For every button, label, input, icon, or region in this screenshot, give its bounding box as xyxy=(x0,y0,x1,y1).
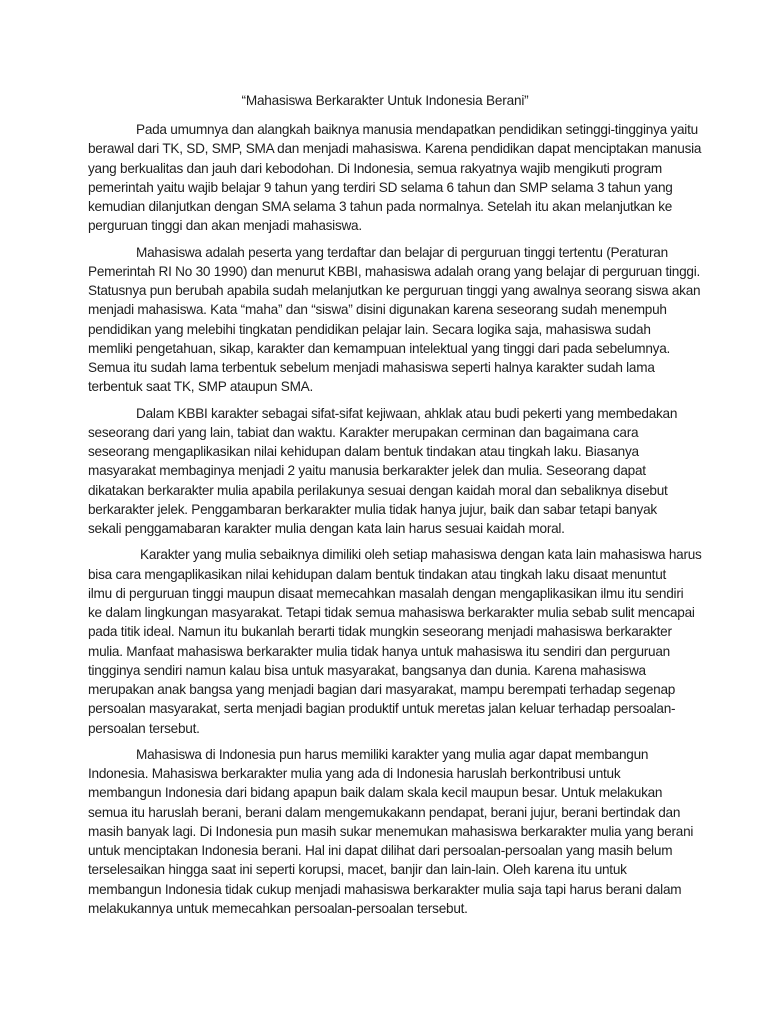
paragraph-line: masyarakat membaginya menjadi 2 yaitu manusia berkarakter jelek dan mulia. Seseorang dapat xyxy=(88,463,646,479)
paragraph-line: berkarakter jelek. Penggambaran berkarakter mulia tidak hanya jujur, baik dan sabar tetapi banyak xyxy=(88,501,657,517)
paragraph-line: berawal dari TK, SD, SMP, SMA dan menjadi mahasiswa. Karena pendidikan dapat menciptakan manusia xyxy=(88,141,702,157)
paragraph-line: Dalam KBBI karakter sebagai sifat-sifat kejiwaan, ahklak atau budi pekerti yang membedakan xyxy=(136,405,678,421)
paragraph-line: membangun Indonesia dari bidang apapun baik dalam skala kecil maupun besar. Untuk melakukan xyxy=(88,785,663,801)
paragraph-line: terselesaikan hingga saat ini seperti korupsi, macet, banjir dan lain-lain. Oleh karena itu untuk xyxy=(88,862,627,878)
paragraph-line: masih banyak lagi. Di Indonesia pun masih sukar menemukan mahasiswa berkarakter mulia yang berani xyxy=(88,823,694,839)
paragraph-line: persoalan tersebut. xyxy=(88,720,200,736)
paragraph-line: sekali penggamabaran karakter mulia dengan kata lain harus sesuai kaidah moral. xyxy=(88,521,565,536)
paragraph-line: seseorang dari yang lain, tabiat dan waktu. Karakter merupakan cerminan dan bagaimana cara xyxy=(88,424,639,440)
paragraph-line: perguruan tinggi dan akan menjadi mahasiswa. xyxy=(88,218,362,234)
paragraph-line: Pemerintah RI No 30 1990) dan menurut KBBI, mahasiswa adalah orang yang belajar di perguruan tinggi. xyxy=(88,263,701,279)
paragraph-line: kemudian dilanjutkan dengan SMA selama 3 tahun pada normalnya. Setelah itu akan melanjutkan ke xyxy=(88,199,673,214)
paragraph-line: merupakan anak bangsa yang menjadi bagian dari masyarakat, mampu berempati terhadap segenap xyxy=(88,682,676,697)
paragraph-line: seseorang mengaplikasikan nilai kehidupan dalam bentuk tindakan atau tingkah laku. Biasanya xyxy=(88,444,639,459)
paragraph-line: melakukannya untuk memecahkan persoalan-persoalan tersebut. xyxy=(88,900,468,916)
paragraph-line: ilmu di perguruan tinggi maupun disaat memecahkan masalah dengan mengaplikasikan ilmu itu sendiri xyxy=(88,585,684,601)
paragraph-line: tingginya sendiri namun kalau bisa untuk masyarakat, bangsanya dan dunia. Karena mahasiswa xyxy=(88,662,646,678)
paragraph-4 xyxy=(88,545,702,738)
paragraph-line: bisa cara mengaplikasikan nilai kehidupan dalam bentuk tindakan atau tingkah laku disaat menuntut xyxy=(88,566,667,582)
paragraph-line: Mahasiswa di Indonesia pun harus memiliki karakter yang mulia agar dapat membangun xyxy=(136,746,649,762)
paragraph-1 xyxy=(88,120,702,236)
paragraph-line: Indonesia. Mahasiswa berkarakter mulia yang ada di Indonesia haruslah berkontribusi untuk xyxy=(88,766,621,781)
paragraph-line: persoalan masyarakat, serta menjadi bagian produktif untuk meretas jalan keluar terhadap persoalan- xyxy=(88,701,676,717)
paragraph-line: memliki pengetahuan, sikap, karakter dan kemampuan intelektual yang tinggi dari pada sebelumnya. xyxy=(88,340,671,356)
paragraph-line: menjadi mahasiswa. Kata “maha” dan “siswa” disini digunakan karena seseorang sudah menempuh xyxy=(88,302,667,318)
paragraph-2 xyxy=(88,243,701,397)
paragraph-line: membangun Indonesia tidak cukup menjadi mahasiswa berkarakter mulia saja tapi harus berani dalam xyxy=(88,881,682,897)
paragraph-line: yang berkualitas dan jauh dari kebodohan. Di Indonesia, semua rakyatnya wajib mengikuti program xyxy=(88,160,662,176)
paragraph-3 xyxy=(88,404,682,539)
paragraph-line: dikatakan berkarakter mulia apabila perilakunya sesuai dengan kaidah moral dan sebaliknya disebut xyxy=(88,482,668,498)
paragraph-line: Mahasiswa adalah peserta yang terdaftar dan belajar di perguruan tinggi tertentu (Peraturan xyxy=(136,244,668,260)
paragraph-line: Pada umumnya dan alangkah baiknya manusia mendapatkan pendidikan setinggi-tingginya yaitu xyxy=(136,122,698,137)
paragraph-line: pendidikan yang melebihi tingkatan pendidikan pelajar lain. Secara logika saja, mahasiswa sudah xyxy=(88,321,651,337)
paragraph-5 xyxy=(88,745,694,918)
paragraph-line: mulia. Manfaat mahasiswa berkarakter mulia tidak hanya untuk mahasiswa itu sendiri dan perguruan xyxy=(88,643,670,659)
paragraph-line: Statusnya pun berubah apabila sudah melanjutkan ke perguruan tinggi yang awalnya seorang siswa akan xyxy=(88,283,701,298)
essay-body xyxy=(88,92,702,925)
paragraph-line: terbentuk saat TK, SMP ataupun SMA. xyxy=(88,379,313,395)
essay-title: “Mahasiswa Berkarakter Untuk Indonesia Berani” xyxy=(241,93,529,108)
paragraph-line: semua itu haruslah berani, berani dalam mengemukakann pendapat, berani jujur, berani bertindak dan xyxy=(88,804,681,820)
paragraph-line: untuk menciptakan Indonesia berani. Hal ini dapat dilihat dari persoalan-persoalan yang masih belum xyxy=(88,843,673,858)
paragraph-line: pada titik ideal. Namun itu bukanlah berarti tidak mungkin seseorang menjadi mahasiswa berkarakter xyxy=(88,624,672,640)
paragraph-line: Semua itu sudah lama terbentuk sebelum menjadi mahasiswa seperti halnya karakter sudah lama xyxy=(88,360,655,375)
paragraph-line: pemerintah yaitu wajib belajar 9 tahun yang terdiri SD selama 6 tahun dan SMP selama 3 tahun yang xyxy=(88,179,673,195)
paragraph-line: ke dalam lingkungan masyarakat. Tetapi tidak semua mahasiswa berkarakter mulia sebab sulit mencapai xyxy=(88,605,695,620)
paragraph-line: Karakter yang mulia sebaiknya dimiliki oleh setiap mahasiswa dengan kata lain mahasiswa harus xyxy=(140,547,702,563)
